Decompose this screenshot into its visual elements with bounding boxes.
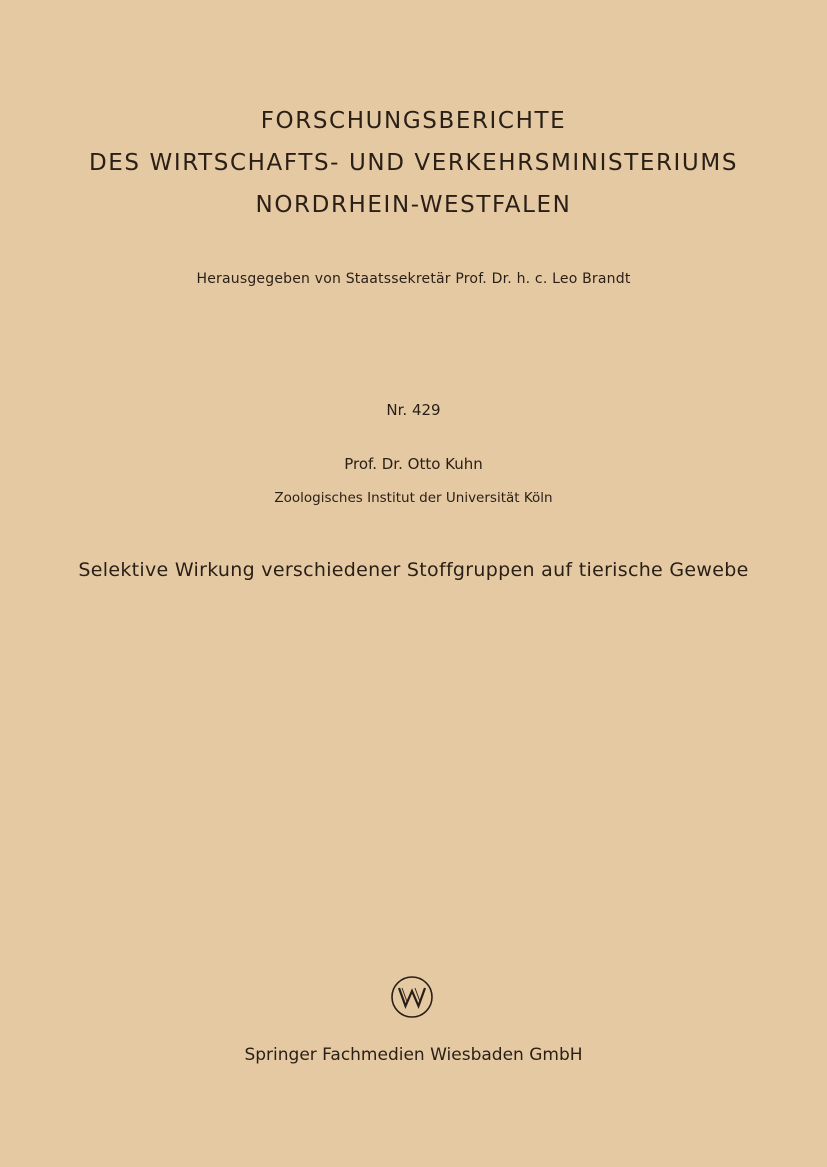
book-title: Selektive Wirkung verschiedener Stoffgruppen auf tierische Gewebe bbox=[78, 559, 749, 581]
author-name: Prof. Dr. Otto Kuhn bbox=[344, 455, 483, 473]
series-title-line-2: DES WIRTSCHAFTS- UND VERKEHRSMINISTERIUMS bbox=[88, 150, 739, 176]
series-title-line-1: FORSCHUNGSBERICHTE bbox=[260, 108, 567, 134]
publisher-name: Springer Fachmedien Wiesbaden GmbH bbox=[244, 1045, 583, 1065]
series-editor: Herausgegeben von Staatssekretär Prof. Dr. h. c. Leo Brandt bbox=[196, 271, 631, 287]
series-title-line-3: NORDRHEIN-WESTFALEN bbox=[255, 192, 572, 218]
westdeutscher-verlag-w-logo-icon bbox=[390, 975, 434, 1019]
author-affiliation: Zoologisches Institut der Universität Köln bbox=[274, 490, 553, 506]
issue-number: Nr. 429 bbox=[386, 401, 441, 419]
